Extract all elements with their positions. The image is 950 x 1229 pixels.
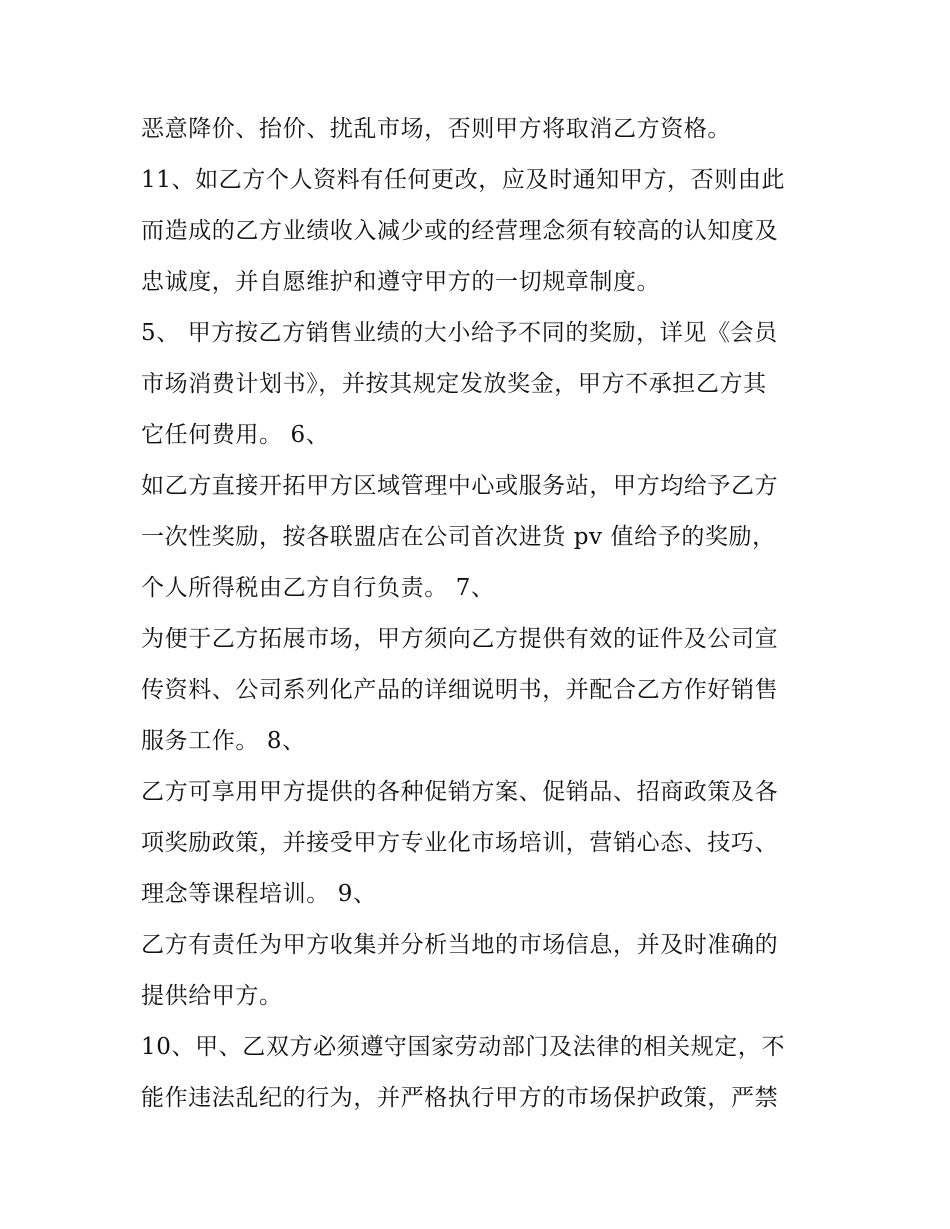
document-body [141, 104, 841, 1124]
text-line: 它任何费用。 6、 [141, 422, 330, 448]
text-line: 乙方可享用甲方提供的各种促销方案、促销品、招商政策及各 [141, 779, 779, 805]
text-line: 5、 甲方按乙方销售业绩的大小给予不同的奖励，详见《会员 [141, 320, 778, 346]
text-line: 11、如乙方个人资料有任何更改，应及时通知甲方，否则由此 [141, 167, 786, 193]
text-line: 能作违法乱纪的行为，并严格执行甲方的市场保护政策，严禁 [141, 1085, 779, 1111]
text-line: 市场消费计划书》，并按其规定发放奖金，甲方不承担乙方其 [141, 371, 767, 397]
text-line: 乙方有责任为甲方收集并分析当地的市场信息，并及时准确的 [141, 932, 779, 958]
text-line: 如乙方直接开拓甲方区域管理中心或服务站，甲方均给予乙方 [141, 473, 779, 499]
text-line: 理念等课程培训。 9、 [141, 881, 377, 907]
text-line: 而造成的乙方业绩收入减少或的经营理念须有较高的认知度及 [141, 218, 779, 244]
text-line: 传资料、公司系列化产品的详细说明书，并配合乙方作好销售 [141, 677, 779, 703]
text-line: 为便于乙方拓展市场，甲方须向乙方提供有效的证件及公司宣 [141, 626, 779, 652]
text-line: 恶意降价、抬价、扰乱市场，否则甲方将取消乙方资格。 [141, 116, 731, 142]
text-line: 忠诚度，并自愿维护和遵守甲方的一切规章制度。 [141, 269, 661, 295]
text-line: 项奖励政策，并接受甲方专业化市场培训，营销心态、技巧、 [141, 830, 779, 856]
text-line: 个人所得税由乙方自行负责。 7、 [141, 575, 495, 601]
text-line: 服务工作。 8、 [141, 728, 306, 754]
text-line: 提供给甲方。 [141, 983, 283, 1009]
text-line: 10、甲、乙双方必须遵守国家劳动部门及法律的相关规定，不 [141, 1034, 786, 1060]
text-line: 一次性奖励，按各联盟店在公司首次进货 pv 值给予的奖励， [141, 524, 776, 550]
